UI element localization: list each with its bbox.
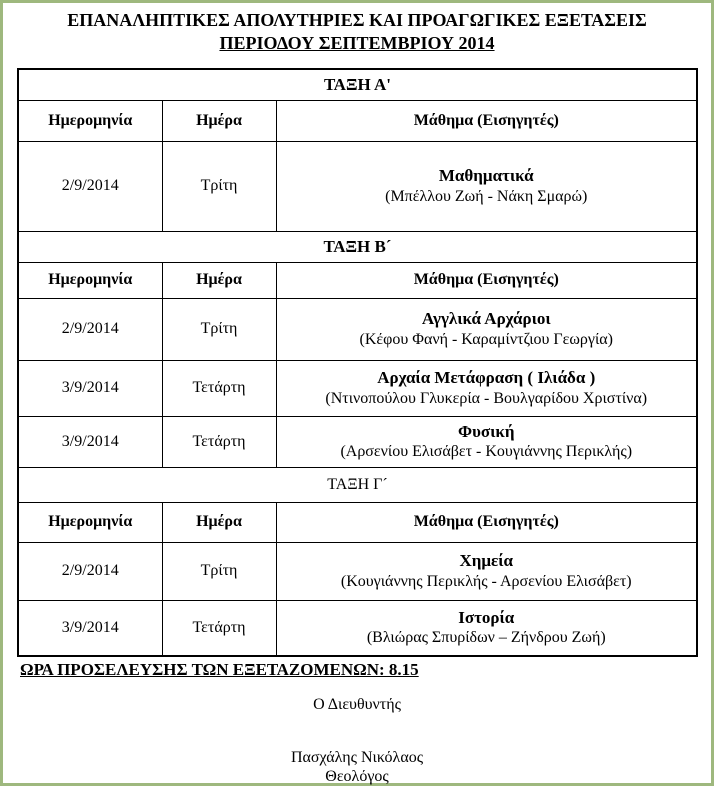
subject-column-header: Μάθημα (Εισηγητές): [276, 100, 697, 141]
exam-day-cell: Τετάρτη: [162, 360, 276, 416]
day-column-header: Ημέρα: [162, 502, 276, 542]
date-column-header: Ημερομηνία: [18, 100, 162, 141]
subject-name: Αγγλικά Αρχάριοι: [421, 309, 551, 329]
exam-subject-cell: [276, 416, 697, 467]
arrival-time-note: ΩΡΑ ΠΡΟΣΕΛΕΥΣΗΣ ΤΩΝ ΕΞΕΤΑΖΟΜΕΝΩΝ: 8.15: [20, 660, 419, 679]
exam-subject-cell: [276, 542, 697, 600]
subject-column-header: Μάθημα (Εισηγητές): [276, 262, 697, 298]
exam-schedule-table: [17, 68, 698, 657]
signature-title: Ο Διευθυντής: [313, 696, 401, 713]
day-column-header: Ημέρα: [162, 100, 276, 141]
exam-row: [18, 542, 697, 600]
exam-subject-cell: [276, 298, 697, 360]
section-header-2: ΤΑΞΗ Β´: [18, 231, 697, 262]
exam-date-cell: 2/9/2014: [18, 141, 162, 231]
date-column-header: Ημερομηνία: [18, 262, 162, 298]
exam-date-cell: 2/9/2014: [18, 542, 162, 600]
exam-row: [18, 141, 697, 231]
column-header-row: [18, 100, 697, 141]
exam-subject-cell: [276, 141, 697, 231]
exam-row: [18, 298, 697, 360]
section-header-3: ΤΑΞΗ Γ´: [18, 467, 697, 502]
exam-subject-cell: [276, 360, 697, 416]
examiner-names: (Κέφου Φανή - Καραμίντζιου Γεωργία): [359, 330, 613, 348]
signature-name: Πασχάλης Νικόλαος: [290, 749, 424, 766]
section-header-1: ΤΑΞΗ Α': [18, 69, 697, 100]
title-line-2: ΠΕΡΙΟΔΟΥ ΣΕΠΤΕΜΒΡΙΟΥ 2014: [219, 32, 495, 53]
exam-day-cell: Τρίτη: [162, 141, 276, 231]
exam-day-cell: Τετάρτη: [162, 600, 276, 656]
exam-date-cell: 3/9/2014: [18, 360, 162, 416]
exam-date-cell: 3/9/2014: [18, 416, 162, 467]
examiner-names: (Ντινοπούλου Γλυκερία - Βουλγαρίδου Χριστίνα): [325, 389, 648, 407]
exam-subject-cell: [276, 600, 697, 656]
subject-name: Χημεία: [459, 551, 514, 571]
signature-role: Θεολόγος: [325, 768, 389, 786]
examiner-names: (Μπέλλου Ζωή - Νάκη Σμαρώ): [385, 187, 588, 205]
examiner-names: (Βλιώρας Σπυρίδων – Ζήνδρου Ζωή): [366, 629, 606, 647]
subject-name: Φυσική: [457, 421, 515, 441]
examiner-names: (Κουγιάννης Περικλής - Αρσενίου Ελισάβετ): [340, 572, 632, 590]
subject-name: Αρχαία Μετάφραση ( Ιλιάδα ): [377, 368, 596, 388]
day-column-header: Ημέρα: [162, 262, 276, 298]
examiner-names: (Αρσενίου Ελισάβετ - Κουγιάννης Περικλής): [340, 443, 633, 461]
exam-date-cell: 3/9/2014: [18, 600, 162, 656]
column-header-row: [18, 262, 697, 298]
subject-column-header: Μάθημα (Εισηγητές): [276, 502, 697, 542]
subject-name: Ιστορία: [458, 607, 515, 627]
exam-day-cell: Τρίτη: [162, 542, 276, 600]
column-header-row: [18, 502, 697, 542]
exam-row: [18, 360, 697, 416]
subject-name: Μαθηματικά: [438, 166, 534, 186]
document-title: [3, 9, 711, 54]
exam-day-cell: Τετάρτη: [162, 416, 276, 467]
exam-row: [18, 416, 697, 467]
exam-row: [18, 600, 697, 656]
section-row: [18, 69, 697, 100]
section-row: [18, 467, 697, 502]
section-row: [18, 231, 697, 262]
title-line-1: ΕΠΑΝΑΛΗΠΤΙΚΕΣ ΑΠΟΛΥΤΗΡΙΕΣ ΚΑΙ ΠΡΟΑΓΩΓΙΚΕΣ ΕΞΕΤΑΣΕΙΣ: [67, 10, 647, 30]
date-column-header: Ημερομηνία: [18, 502, 162, 542]
exam-date-cell: 2/9/2014: [18, 298, 162, 360]
exam-day-cell: Τρίτη: [162, 298, 276, 360]
